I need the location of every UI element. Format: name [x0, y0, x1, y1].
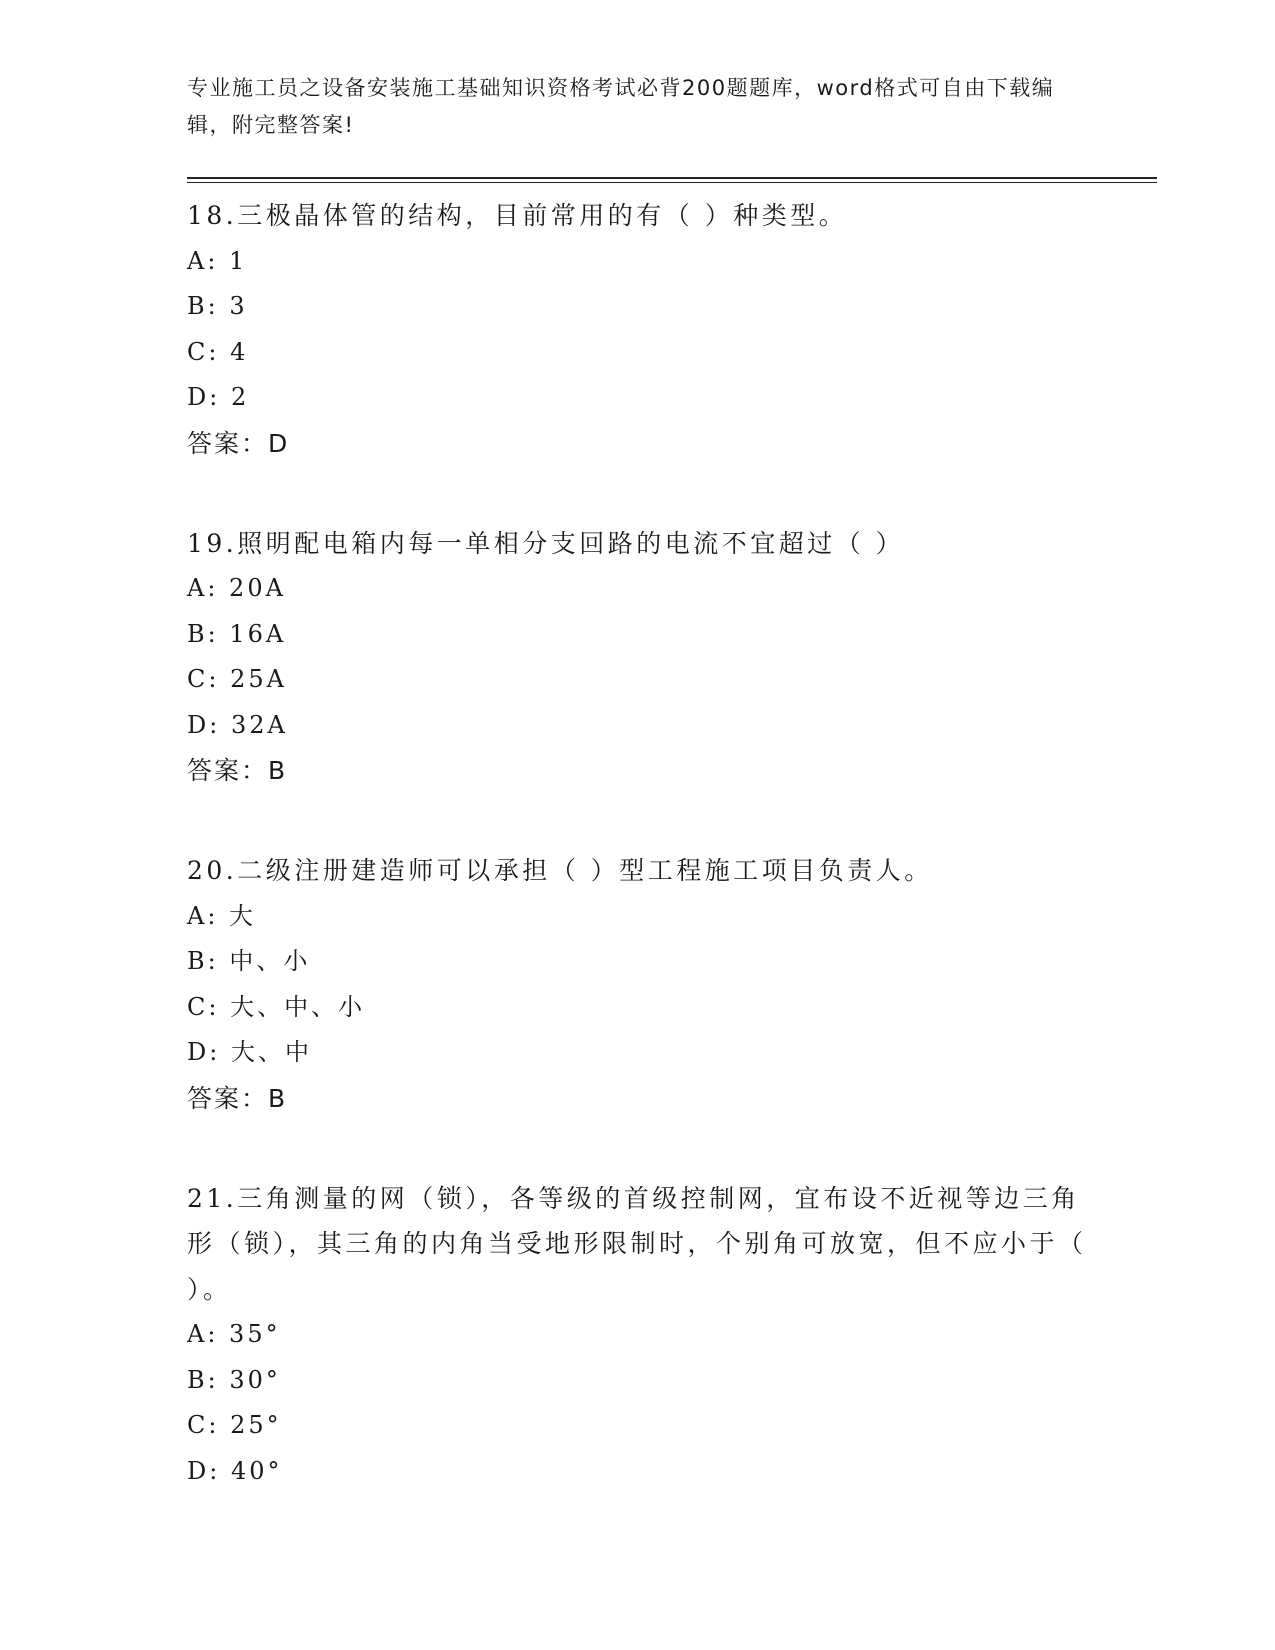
option-a: A: 大: [187, 901, 257, 930]
option-c: C: 25A: [187, 665, 287, 693]
option-d: D: 2: [187, 383, 250, 411]
option-b: B: 16A: [187, 619, 287, 648]
option-c: C: 大、中、小: [187, 992, 366, 1021]
answer-label: 答案：B: [187, 756, 288, 785]
option-d: D: 40°: [187, 1456, 283, 1485]
question-20: [187, 848, 1157, 1121]
page-content: [187, 70, 1157, 1494]
option-c: C: 25°: [187, 1411, 282, 1439]
option-b: B: 30°: [187, 1365, 281, 1394]
option-a: A: 35°: [187, 1320, 281, 1348]
question-21: [187, 1176, 1157, 1495]
answer-label: 答案：B: [187, 1083, 288, 1113]
option-a: A: 20A: [187, 574, 286, 602]
option-d: D: 32A: [187, 710, 288, 739]
option-a: A: 1: [187, 246, 248, 275]
document-header: 专业施工员之设备安装施工基础知识资格考试必背200题题库，word格式可自由下载编辑，附完整答案!: [187, 76, 1055, 137]
header-divider: [187, 177, 1157, 183]
question-stem: 21.三角测量的网（锁），各等级的首级控制网，宜布设不近视等边三角形（锁），其三角的内角当受地形限制时，个别角可放宽，但不应小于（ ）。: [187, 1183, 1087, 1304]
question-stem: 18.三极晶体管的结构，目前常用的有（ ）种类型。: [187, 201, 848, 230]
question-18: [187, 193, 1157, 466]
option-d: D: 大、中: [187, 1038, 312, 1066]
answer-label: 答案：D: [187, 428, 290, 458]
option-c: C: 4: [187, 337, 249, 366]
question-stem: 19.照明配电箱内每一单相分支回路的电流不宜超过（ ）: [187, 528, 905, 558]
option-b: B: 3: [187, 292, 248, 320]
question-stem: 20.二级注册建造师可以承担（ ）型工程施工项目负责人。: [187, 856, 933, 885]
question-19: [187, 521, 1157, 794]
option-b: B: 中、小: [187, 947, 311, 975]
